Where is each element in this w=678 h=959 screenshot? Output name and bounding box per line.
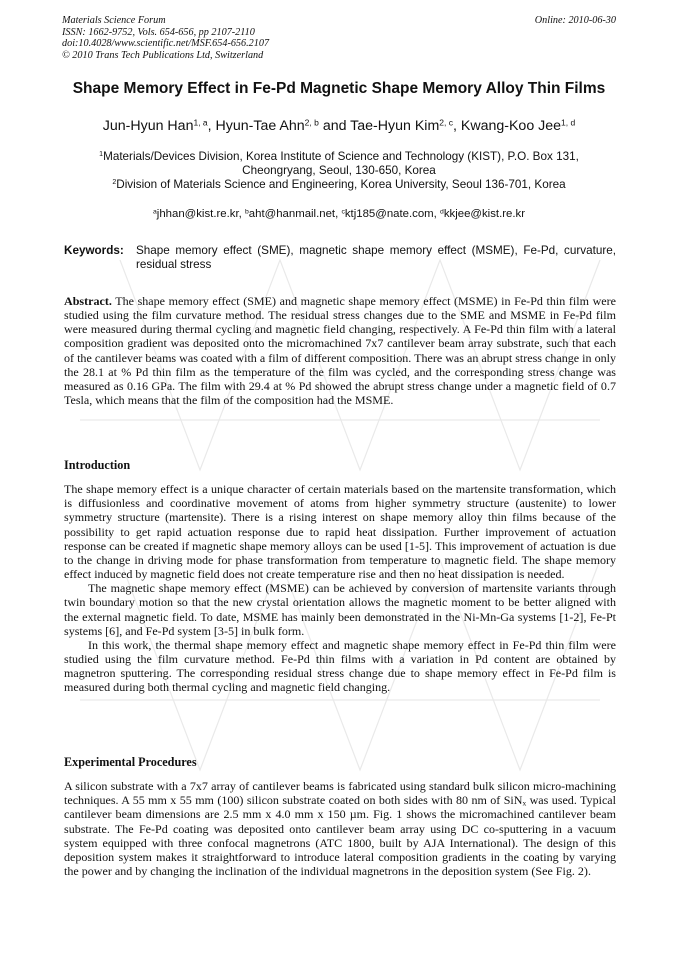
author-name: Tae-Hyun Kim: [350, 118, 440, 134]
issn-line: ISSN: 1662-9752, Vols. 654-656, pp 2107-2110: [62, 26, 255, 38]
author-name: Jun-Hyun Han: [102, 118, 194, 134]
affiliation-1: $^1$Materials/Devices Division, Korea Institute of Science and Technology (KIST), P.O. Box 131,: [99, 150, 579, 163]
section-heading-experimental: Experimental Procedures: [64, 755, 197, 769]
intro-paragraph-2: The magnetic shape memory effect (MSME) can be achieved by conversion of martensite variants through twin boundary motion so that the new crystal orientation allows the magnetic moment to be better aligned with the external magnetic field. To date, MSME has mainly been demonstrated in the Ni-Mn-Ga systems [1-2], Fe-Pt systems [6], and Fe-Pd system [3-5] in bulk form.: [64, 581, 616, 638]
keywords-block: [64, 244, 616, 272]
copyright-line: © 2010 Trans Tech Publications Ltd, Switzerland: [62, 49, 264, 61]
author-list: [20, 118, 658, 134]
author-separator: ,: [207, 118, 216, 134]
intro-paragraph-1: The shape memory effect is a unique character of certain materials based on the martensite transformation, which is diffusionless and coordinative movement of atoms from higher symmetry structure (austenite) to lower symmetry structure (martensite). There is a rising interest on shape memory alloy thin films because of the possibility to get rapid actuation response due to rapid heat dissipation. Further improvement of actuation response can be created if magnetic shape memory alloys can be used [1-5]. This improvement of actuation is due to the change in driving mode for phase transformation from temperature to magnetic field. The shape memory effect induced by magnetic field does not create temperature rise and then no heat dissipation is needed.: [64, 482, 616, 582]
experimental-paragraph-1: A silicon substrate with a 7x7 array of cantilever beams is fabricated using standard bulk silicon micro-machining techniques. A 55 mm x 55 mm (100) silicon substrate coated on both sides with 80 nm of SiN$_x$ was used. Typical cantilever beam dimensions are 2.5 mm x 4.0 mm x 150 µm. Fig. 1 shows the micromachined cantilever beam substrate. The Fe-Pd coating was deposited onto cantilever beam array using DC co-sputtering in a vacuum system equipped with three confocal magnetrons (ATC 1800, built by AJA International). The design of this deposition system makes it straightforward to introduce lateral composition gradients in the coating by varying the power and by changing the inclination of the individual magnetrons in the deposition system (See Fig. 2).: [64, 779, 616, 879]
author-separator: and: [322, 118, 351, 134]
email-link[interactable]: kkjee@kist.re.kr: [443, 208, 526, 220]
author-affil-mark: 1, a: [193, 117, 208, 128]
intro-paragraph-3: In this work, the thermal shape memory effect and magnetic shape memory effect in Fe-Pd thin film were studied using the film curvature method. Fe-Pd thin films with a variation in Pd content are obtained by magnetron sputtering. The corresponding residual stress change due to shape memory effect in Fe-Pd film is measured during both thermal cycling and magnetic field changing.: [64, 637, 616, 695]
author-name: Hyun-Tae Ahn: [215, 118, 305, 134]
affiliation-2: $^2$Division of Materials Science and Engineering, Korea University, Seoul 136-701, Korea: [112, 178, 566, 191]
affiliations: [40, 150, 638, 192]
email-link[interactable]: jhhan@kist.re.kr: [156, 208, 239, 220]
email-link[interactable]: ktj185@nate.com: [344, 208, 434, 220]
doi-line: doi:10.4028/www.scientific.net/MSF.654-656.2107: [62, 38, 270, 50]
abstract-section: [64, 294, 616, 407]
email-list: $^a$jhhan@kist.re.kr, $^b$aht@hanmail.net, $^c$ktj185@nate.com, $^d$kkjee@kist.re.kr: [152, 208, 526, 220]
author-affil-mark: 2, b: [304, 117, 319, 128]
abstract-paragraph: [64, 294, 616, 407]
affiliation-1-cont: Cheongryang, Seoul, 130-650, Korea: [242, 164, 436, 177]
keywords-text: Shape memory effect (SME), magnetic shape memory effect (MSME), Fe-Pd, curvature, residual stress: [136, 244, 616, 271]
abstract-label: Abstract.: [64, 294, 112, 308]
abstract-text: The shape memory effect (SME) and magnetic shape memory effect (MSME) in Fe-Pd thin film were studied using the film curvature method. The residual stress changes due to the SME and MSME in Fe-Pd film were measured during thermal cycling and magnetic field changing, respectively. A Fe-Pd thin film with a lateral composition gradient was deposited onto the micromachined 7x7 cantilever beam array substrate, such that each of the cantilever beams was coated with a film of different composition. There was an abrupt stress change in only the 28.1 at % Pd thin film as the temperature of the film was cycled, and the corresponding stress change was measured as 0.16 GPa. The film with 29.4 at % Pd showed the abrupt stress change under a magnetic field of 0.7 Tesla, which means that the film of the composition had the MSME.: [64, 294, 616, 408]
paper-title: Shape Memory Effect in Fe-Pd Magnetic Shape Memory Alloy Thin Films: [72, 80, 606, 97]
journal-header: [62, 15, 616, 61]
keywords-label: Keywords:: [64, 244, 124, 257]
introduction-section: [64, 458, 616, 695]
journal-name: Materials Science Forum: [62, 15, 166, 26]
author-separator: ,: [452, 118, 461, 134]
author-affil-mark: 1, d: [561, 117, 576, 128]
author-affil-mark: 2, c: [439, 117, 453, 128]
author-name: Kwang-Koo Jee: [460, 118, 562, 134]
experimental-section: [64, 755, 616, 878]
email-link[interactable]: aht@hanmail.net: [248, 208, 336, 220]
section-heading-introduction: Introduction: [64, 458, 131, 472]
online-date: Online: 2010-06-30: [534, 15, 616, 26]
